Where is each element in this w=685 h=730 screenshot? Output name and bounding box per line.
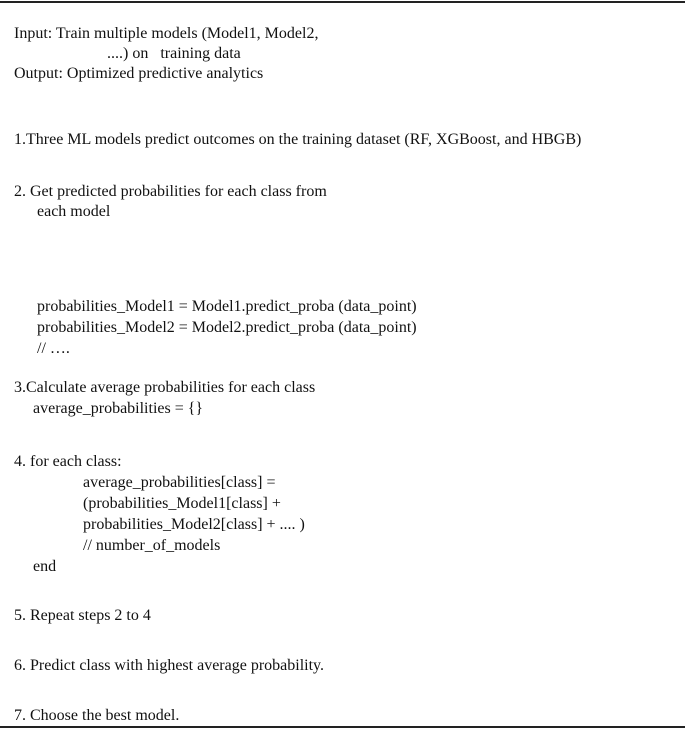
step-5: 5. Repeat steps 2 to 4 xyxy=(14,607,151,624)
step-1: 1.Three ML models predict outcomes on the training dataset (RF, XGBoost, and HBGB) xyxy=(14,131,582,148)
code-probabilities-model2: probabilities_Model2 = Model2.predict_proba (data_point) xyxy=(37,319,417,336)
step-3-line-1: 3.Calculate average probabilities for each class xyxy=(14,379,316,396)
step-4-line-1: 4. for each class: xyxy=(14,453,122,470)
code-probabilities-model1: probabilities_Model1 = Model1.predict_proba (data_point) xyxy=(37,298,417,315)
bottom-rule xyxy=(0,726,685,728)
step-4-line-2: average_probabilities[class] = xyxy=(83,474,276,491)
step-4-line-4: probabilities_Model2[class] + .... ) xyxy=(83,516,305,533)
step-4-line-5: // number_of_models xyxy=(83,537,221,554)
step-4-end: end xyxy=(33,558,57,575)
step-4-line-3: (probabilities_Model1[class] + xyxy=(83,495,281,512)
step-7: 7. Choose the best model. xyxy=(14,707,180,724)
input-line-1: Input: Train multiple models (Model1, Model2, xyxy=(14,25,319,42)
code-comment: // …. xyxy=(37,340,70,357)
input-line-2: ....) on training data xyxy=(107,45,241,62)
output-line: Output: Optimized predictive analytics xyxy=(14,65,264,82)
step-2-line-2: each model xyxy=(37,203,111,220)
top-rule xyxy=(0,1,685,3)
step-2-line-1: 2. Get predicted probabilities for each class from xyxy=(14,183,327,200)
step-3-line-2: average_probabilities = {} xyxy=(33,400,204,417)
step-6: 6. Predict class with highest average probability. xyxy=(14,657,324,674)
